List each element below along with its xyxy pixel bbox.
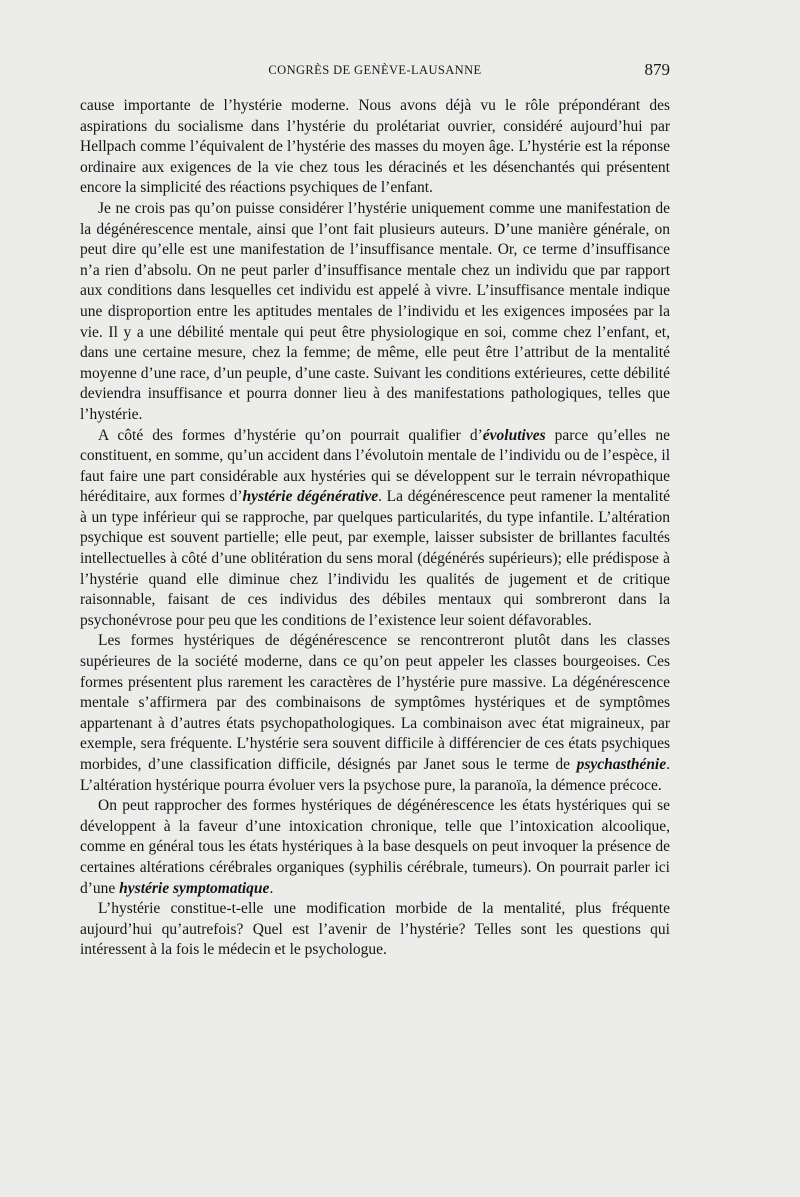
paragraph-1-text: cause importante de l’hystérie moderne. Nous avons déjà vu le rôle prépondérant des aspirations du socialisme dans l’hystérie du prolétariat ouvrier, considéré aujourd’hui par Hellpach comme l’équivalent de l’hystérie des masses du moyen âge. L’hystérie est la réponse ordinaire aux exigences de la vie chez tous les déracinés et les désenchantés qui présentent encore la simplicité des réactions psychiques de l’enfant. — [80, 97, 670, 197]
paragraph-4-text-end: . L’altération hystérique pourra évoluer vers la psychose pure, la paranoïa, la démence précoce. — [80, 756, 670, 794]
term-hysterie-symptomatique: hystérie symptomatique — [119, 879, 270, 897]
paragraph-4 — [80, 631, 670, 796]
body-text — [80, 96, 670, 961]
term-evolutives: évolutives — [482, 426, 546, 444]
paragraph-3-text-end: . La dégénérescence peut ramener la mentalité à un type inférieur qui se rapproche, par quelques particularités, du type infantile. L’altération psychique est souvent partielle; elle peut, par exemple, laisser subsister de brillantes facultés intellectuelles à côté d’une oblitération du sens moral (dégénérés supérieurs); elle prédispose à l’hystérie quand elle diminue chez l’individu les qualités de jugement et de critique raisonnable, faisant de ces individus des débiles mentaux qui sombreront dans la psychonévrose pour peu que les conditions de l’existence leur soient défavorables. — [80, 488, 671, 629]
paragraph-6 — [80, 899, 670, 961]
paragraph-6-text: L’hystérie constitue-t-elle une modification morbide de la mentalité, plus fréquente aujourd’hui qu’autrefois? Quel est l’avenir de l’hystérie? Telles sont les questions qui intéressent à la fois le médecin et le psychologue. — [80, 900, 670, 959]
paragraph-2 — [80, 199, 670, 426]
page-number: 879 — [644, 60, 670, 79]
paragraph-5 — [80, 796, 670, 899]
page-header — [80, 60, 670, 84]
paragraph-3 — [80, 426, 670, 632]
paragraph-3-text: A côté des formes d’hystérie qu’on pourrait qualifier d’ — [98, 426, 483, 444]
running-title: CONGRÈS DE GENÈVE-LAUSANNE — [268, 63, 482, 77]
paragraph-5-text: On peut rapprocher des formes hystériques de dégénérescence les états hystériques qui se développent à la faveur d’une intoxication chronique, telle que l’intoxication alcoolique, comme en général tous les états hystériques à la base desquels on peut invoquer la présence de certaines altérations cérébrales organiques (syphilis cérébrale, tumeurs). On pourrait parler ici d’une — [80, 797, 670, 897]
paragraph-4-text: Les formes hystériques de dégénérescence se rencontreront plutôt dans les classes supérieures de la société moderne, dans ce qu’on peut appeler les classes bourgeoises. Ces formes présentent plus rarement les caractères de l’hystérie pure massive. La dégénérescence mentale s’affirmera par des combinaisons de symptômes hystériques et de symptômes appartenant à d’autres états psychopathologiques. La combinaison avec état migraineux, par exemple, sera fréquente. L’hystérie sera souvent difficile à différencier de ces états psychiques morbides, d’une classification difficile, désignés par Janet sous le terme de — [80, 632, 670, 773]
term-psychasthenie: psychasthénie — [576, 756, 667, 773]
paragraph-3-text-cont: parce qu’elles ne constituent, en somme, qu’un accident dans l’évolutoin mentale de l’individu ou de l’espèce, il faut faire une part considérable aux hystéries qui se développent sur le terrain névropathique héréditaire, aux formes d’ — [80, 426, 671, 506]
paragraph-1 — [80, 96, 670, 199]
term-hysterie-degenerative: hystérie dégénérative — [242, 488, 379, 506]
paragraph-2-text: Je ne crois pas qu’on puisse considérer l’hystérie uniquement comme une manifestation de la dégénérescence mentale, ainsi que l’ont fait plusieurs auteurs. D’une manière générale, on peut dire qu’elle est une manifestation de l’insuffisance mentale. Or, ce terme d’insuffisance n’a rien d’absolu. On ne peut parler d’insuffisance mentale chez un individu que par rapport aux conditions dans lesquelles cet individu est appelé à vivre. L’insuffisance mentale indique une disproportion entre les aptitudes mentales de l’individu et les exigences imposées par la vie. Il y a une débilité mentale qui peut être physiologique en soi, comme chez l’enfant, et, dans une certaine mesure, chez la femme; de même, elle peut être l’attribut de la mentalité moyenne d’une race, d’un peuple, d’une caste. Suivant les conditions extérieures, cette débilité deviendra insuffisance et pourra donner lieu à des manifestations pathologiques, telles que l’hystérie. — [80, 199, 670, 423]
paragraph-5-text-end: . — [269, 879, 274, 897]
